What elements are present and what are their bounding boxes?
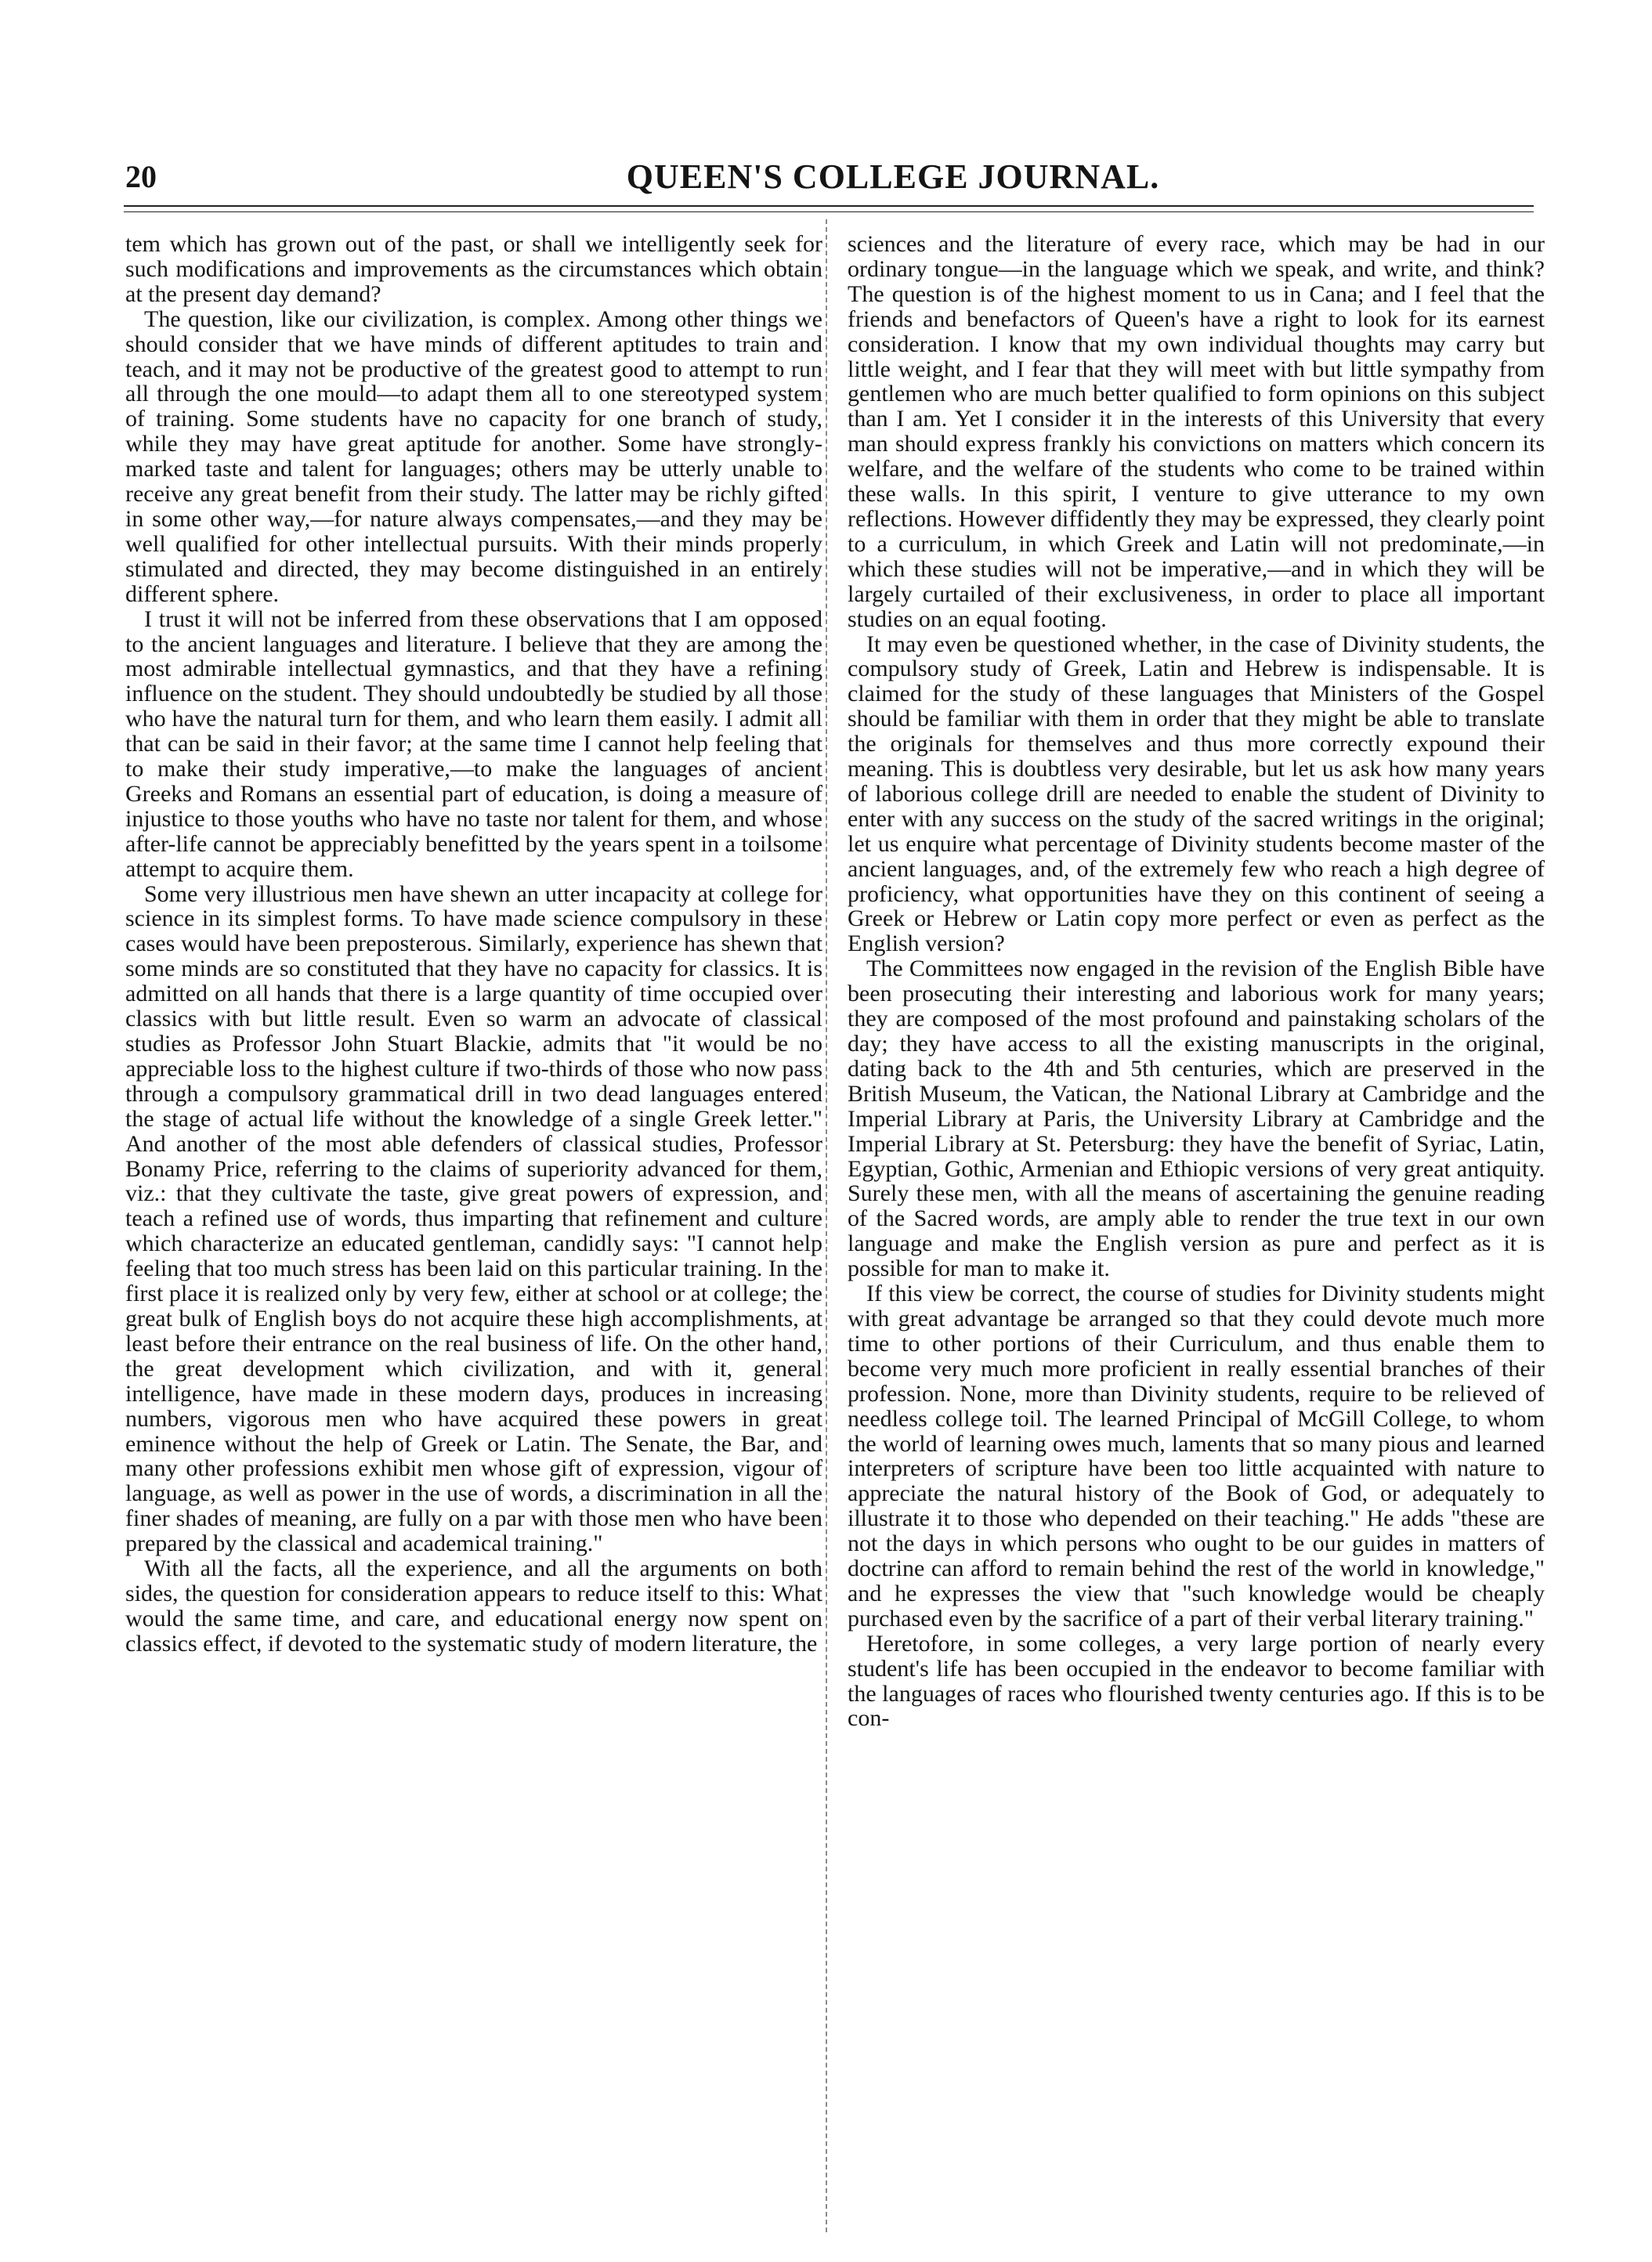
journal-title: QUEEN'S COLLEGE JOURNAL.: [626, 157, 1160, 196]
paragraph: If this view be correct, the course of studies for Divinity students might with great advantage be arranged so that they could devote much more time to other portions of their Curriculum, and thus enable them to become very much more proficient in really essential branches of their profession. None, more than Divinity students, require to be relieved of needless college toil. The learned Principal of McGill College, to whom the world of learning owes much, laments that so many pious and learned interpreters of scripture have been too little acquainted with nature to appreciate the natural history of the Book of God, or adequately to illustrate it to those who depended on their teaching." He adds "these are not the days in which persons who ought to be our guides in matters of doctrine can afford to remain behind the rest of the world in knowledge," and he expresses the view that "such knowledge would be cheaply purchased even by the sacrifice of a part of their verbal literary training.": [848, 1281, 1545, 1631]
paragraph: Some very illustrious men have shewn an utter incapacity at college for science in its simplest forms. To have made science compulsory in these cases would have been preposterous. Similarly, experience has shewn that some minds are so constituted that they have no capacity for classics. It is admitted on all hands that there is a large quantity of time occupied over classics with but little result. Even so warm an advocate of classical studies as Professor John Stuart Blackie, admits that "it would be no appreciable loss to the highest culture if two-thirds of those who now pass through a compulsory grammatical drill in two dead languages entered the stage of actual life without the knowledge of a single Greek letter." And another of the most able defenders of classical studies, Professor Bonamy Price, referring to the claims of superiority advanced for them, viz.: that they cultivate the taste, give great powers of expression, and teach a refined use of words, thus imparting that refinement and culture which characterize an educated gentleman, candidly says: "I cannot help feeling that too much stress has been laid on this particular training. In the first place it is realized only by very few, either at school or at college; the great bulk of English boys do not acquire these high accomplishments, at least before their entrance on the real business of life. On the other hand, the great development which civilization, and with it, general intelligence, have made in these modern days, produces in increasing numbers, vigorous men who have acquired these powers in great eminence without the help of Greek or Latin. The Senate, the Bar, and many other professions exhibit men whose gift of expression, vigour of language, as well as power in the use of words, a discrimination in all the finer shades of meaning, are fully on a par with those men who have been prepared by the classical and academical training.": [125, 880, 822, 1557]
header-rule-bottom: [124, 211, 1534, 212]
column-divider: [826, 219, 827, 2232]
paragraph: The question, like our civilization, is complex. Among other things we should consider that we have minds of different aptitudes to train and teach, and it may not be productive of the greatest good to attempt to run all through the one mould—to adapt them all to one stereotyped system of training. Some students have no capacity for one branch of study, while they may have great aptitude for another. Some have strongly-marked taste and talent for languages; others may be utterly unable to receive any great benefit from their study. The latter may be richly gifted in some other way,—for nature always compensates,—and they may be well qualified for other intellectual pursuits. With their minds properly stimulated and directed, they may become distinguished in an entirely different sphere.: [125, 305, 822, 607]
paragraph: Heretofore, in some colleges, a very large portion of nearly every student's life has been occupied in the endeavor to become familiar with the languages of races who flourished twenty centuries ago. If this is to be con-: [848, 1630, 1545, 1732]
right-column: [848, 232, 1545, 1731]
page-number: 20: [125, 159, 157, 194]
paragraph: The Committees now engaged in the revision of the English Bible have been prosecuting their interesting and laborious work for many years; they are composed of the most profound and painstaking scholars of the day; they have access to all the existing manuscripts in the original, dating back to the 4th and 5th centuries, which are preserved in the British Museum, the Vatican, the National Library at Cambridge and the Imperial Library at Paris, the University Library at Cambridge and the Imperial Library at St. Petersburg: they have the benefit of Syriac, Latin, Egyptian, Gothic, Armenian and Ethiopic versions of very great antiquity. Surely these men, with all the means of ascertaining the genuine reading of the Sacred words, are amply able to render the true text in our own language and make the English version as pure and perfect as it is possible for man to make it.: [848, 956, 1545, 1282]
left-column: [125, 232, 822, 1657]
paragraph: I trust it will not be inferred from these observations that I am opposed to the ancient languages and literature. I believe that they are among the most admirable intellectual gymnastics, and that they have a refining influence on the student. They should undoubtedly be studied by all those who have the natural turn for them, and who learn them easily. I admit all that can be said in their favor; at the same time I cannot help feeling that to make their study imperative,—to make the languages of ancient Greeks and Romans an essential part of education, is doing a measure of injustice to those youths who have no taste nor talent for them, and whose after-life cannot be appreciably benefitted by the years spent in a toilsome attempt to acquire them.: [125, 605, 822, 882]
paragraph: It may even be questioned whether, in the case of Divinity students, the compulsory study of Greek, Latin and Hebrew is indispensable. It is claimed for the study of these languages that Ministers of the Gospel should be familiar with them in order that they might be able to translate the originals for themselves and thus more correctly expound their meaning. This is doubtless very desirable, but let us ask how many years of laborious college drill are needed to enable the student of Divinity to enter with any success on the study of the sacred writings in the original; let us enquire what percentage of Divinity students become master of the ancient languages, and, of the extremely few who reach a high degree of proficiency, what opportunities have they on this continent of seeing a Greek or Hebrew or Latin copy more perfect or even as perfect as the English version?: [848, 631, 1545, 957]
paragraph: With all the facts, all the experience, and all the arguments on both sides, the question for consideration appears to reduce itself to this: What would the same time, and care, and educational energy now spent on classics effect, if devoted to the systematic study of modern literature, the: [125, 1556, 822, 1657]
page-header: [125, 154, 1535, 201]
paragraph: sciences and the literature of every race, which may be had in our ordinary tongue—in the language which we speak, and write, and think? The question is of the highest moment to us in Cana; and I feel that the friends and benefactors of Queen's have a right to look for its earnest consideration. I know that my own individual thoughts may carry but little weight, and I fear that they will meet with but little sympathy from gentlemen who are much better qualified to form opinions on this subject than I am. Yet I consider it in the interests of this University that every man should express frankly his convictions on matters which concern its welfare, and the welfare of the students who come to be trained within these walls. In this spirit, I venture to give utterance to my own reflections. However diffidently they may be expressed, they clearly point to a curriculum, in which Greek and Latin will not predominate,—in which these studies will not be imperative,—and in which they will be largely curtailed of their exclusiveness, in order to place all important studies on an equal footing.: [848, 231, 1545, 632]
paragraph: tem which has grown out of the past, or shall we intelligently seek for such modifications and improvements as the circumstances which obtain at the present day demand?: [125, 231, 822, 307]
header-rule-top: [124, 205, 1534, 207]
